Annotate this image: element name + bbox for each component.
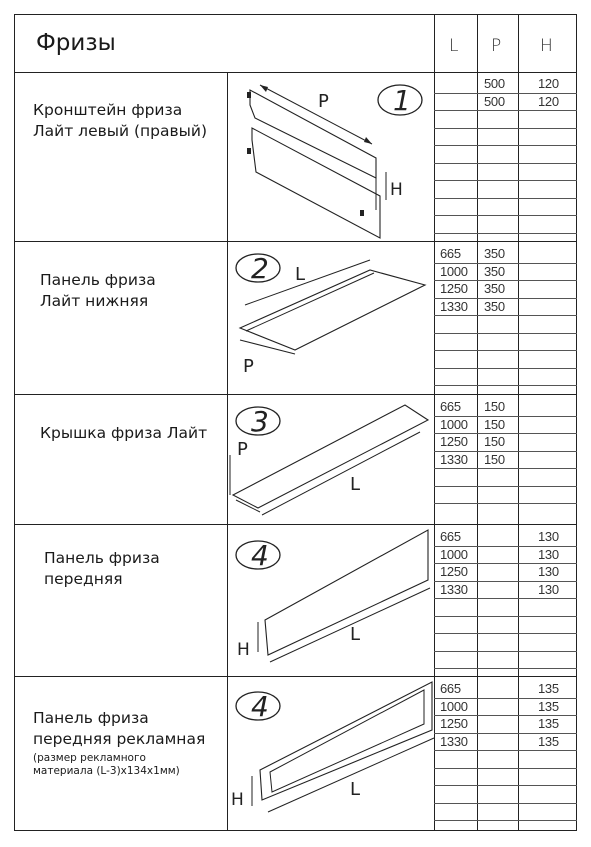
cell-p: 150 <box>484 416 505 432</box>
cell-l: 1330 <box>440 581 468 597</box>
cell-l: 1250 <box>440 716 468 731</box>
cell-h: 135 <box>538 698 559 714</box>
cell-l: 1330 <box>440 298 468 314</box>
title-line: передняя рекламная <box>33 730 206 748</box>
cell-p: 350 <box>484 263 505 279</box>
cell-l: 1250 <box>440 434 468 449</box>
cell-h: 130 <box>538 564 559 579</box>
cell-p: 150 <box>484 434 505 449</box>
cell-l: 665 <box>440 246 461 261</box>
dimension-label-l: L <box>350 624 361 645</box>
cell-l: 1000 <box>440 263 468 279</box>
cell-h: 120 <box>538 93 559 109</box>
column-header-l: L <box>449 36 459 56</box>
title-line: Крышка фриза Лайт <box>40 424 208 442</box>
cell-l: 1330 <box>440 451 468 467</box>
note-line: материала (L-3)x134x1мм) <box>33 765 180 777</box>
cell-h: 130 <box>538 529 559 544</box>
cell-l: 1000 <box>440 546 468 562</box>
dimension-label-h: H <box>231 790 244 810</box>
title-line: Панель фриза <box>40 271 156 289</box>
cell-l: 665 <box>440 529 461 544</box>
dimension-label-l: L <box>350 474 361 495</box>
cell-h: 120 <box>538 76 559 91</box>
cell-l: 1250 <box>440 564 468 579</box>
section-number-4: 4 <box>251 539 269 572</box>
dimension-label-p: P <box>243 356 254 377</box>
note-line: (размер рекламного <box>33 752 146 764</box>
cell-h: 130 <box>538 546 559 562</box>
cell-l: 1250 <box>440 281 468 296</box>
dimension-label-l: L <box>350 779 361 800</box>
cell-h: 135 <box>538 716 559 731</box>
page-title: Фризы <box>36 30 116 56</box>
cell-h: 135 <box>538 733 559 749</box>
column-header-p: P <box>491 36 502 56</box>
cell-p: 350 <box>484 298 505 314</box>
title-line: Панель фриза <box>44 549 160 567</box>
dimension-label-p: P <box>237 439 248 460</box>
cell-p: 150 <box>484 451 505 467</box>
dimension-label-h: H <box>390 180 403 200</box>
title-line: Кронштейн фриза <box>33 101 183 119</box>
cell-p: 500 <box>484 93 505 109</box>
section-number-2: 2 <box>251 252 269 285</box>
cell-l: 1330 <box>440 733 468 749</box>
title-line: Лайт нижняя <box>40 292 149 310</box>
dimension-label-p: P <box>318 91 329 112</box>
section-number-3: 3 <box>251 405 269 438</box>
section-number-1: 1 <box>393 84 411 117</box>
title-line: передняя <box>44 570 123 588</box>
dimension-label-h: H <box>237 640 250 660</box>
cell-p: 150 <box>484 399 505 414</box>
cell-l: 665 <box>440 399 461 414</box>
cell-p: 350 <box>484 246 505 261</box>
dimension-label-l: L <box>295 264 306 285</box>
cell-l: 1000 <box>440 698 468 714</box>
cell-h: 135 <box>538 681 559 696</box>
section-number-5: 4 <box>251 690 269 723</box>
cell-l: 665 <box>440 681 461 696</box>
cell-p: 500 <box>484 76 505 91</box>
cell-p: 350 <box>484 281 505 296</box>
cell-h: 130 <box>538 581 559 597</box>
title-line: Панель фриза <box>33 709 149 727</box>
column-header-h: H <box>540 36 553 56</box>
cell-l: 1000 <box>440 416 468 432</box>
title-line: Лайт левый (правый) <box>33 122 208 140</box>
